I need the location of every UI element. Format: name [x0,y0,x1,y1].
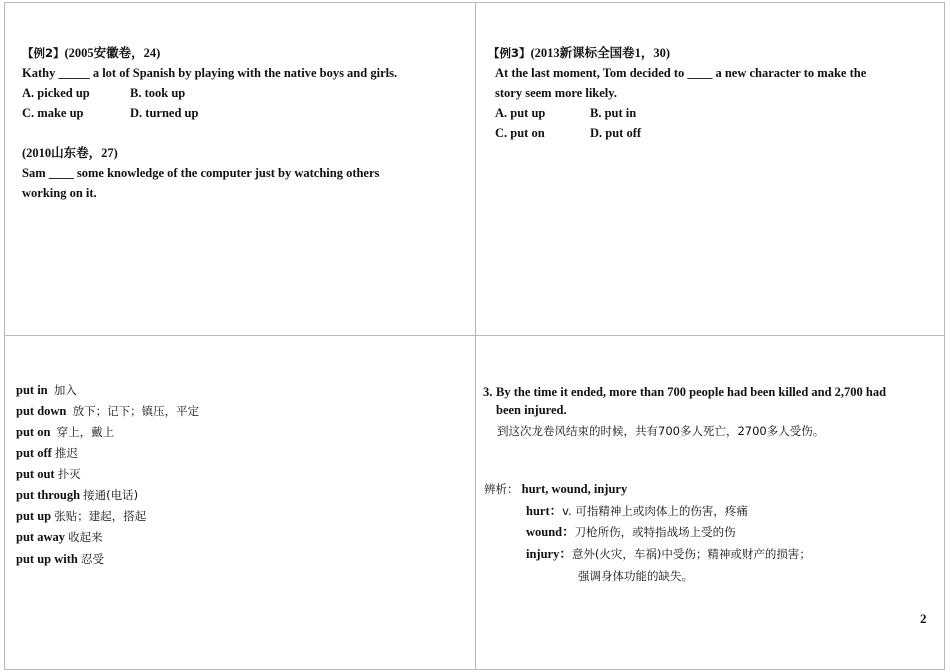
phrase-en: put out [16,467,55,481]
phrase-item [16,424,114,440]
phrase-item [16,466,81,482]
example-2-option-d: D. turned up [130,106,199,120]
phrase-cn: 加入 [53,383,77,397]
phrase-item [16,382,77,398]
example-3-question-line2: story seem more likely. [495,86,617,100]
phrase-item [16,487,138,503]
example-3-bracket: 【例3】 [488,46,531,60]
phrase-en: put away [16,530,65,544]
phrase-en: put in [16,383,48,397]
phrase-cn: 放下；记下；镇压，平定 [72,404,200,418]
phrase-item [16,508,146,524]
definition-injury-continued: 强调身体功能的缺失。 [578,569,693,583]
example-3-source: (2013新课标全国卷1，30) [530,46,671,60]
term-wound: wound： [526,525,575,539]
definition-injury-text: 意外(火灾，车祸)中受伤；精神或财产的损害； [571,547,811,561]
analysis-label: 辨析： [484,482,519,496]
phrase-item [16,529,103,545]
phrase-cn: 忍受 [80,552,104,566]
phrase-cn: 穿上，戴上 [56,425,115,439]
example-2-option-b: B. took up [130,86,186,100]
sentence-translation: 到这次龙卷风结束的时候，共有700多人死亡，2700多人受伤。 [497,424,825,438]
term-hurt: hurt： [526,504,563,518]
example-2-bracket: 【例2】 [22,46,65,60]
term-injury: injury： [526,547,572,561]
sentence-line2: been injured. [496,403,567,417]
example-3-option-d: D. put off [590,126,642,140]
shandong-question-line1: Sam ____ some knowledge of the computer just by watching others [22,166,380,180]
example-2-question: Kathy _____ a lot of Spanish by playing with the native boys and girls. [22,66,398,80]
definition-wound [526,524,736,540]
phrase-en: put down [16,404,67,418]
example-2-option-c: C. make up [22,106,84,120]
example-3-question-line1: At the last moment, Tom decided to ____ a new character to make the [495,66,867,80]
phrase-en: put up [16,509,52,523]
example-2-option-a: A. picked up [22,86,90,100]
phrase-en: put on [16,425,51,439]
phrase-cn: 收起来 [68,530,103,544]
divider-horizontal [4,335,945,336]
divider-vertical [475,2,476,670]
phrase-cn: 张贴；建起，搭起 [54,509,147,523]
example-3-option-b: B. put in [590,106,637,120]
phrase-en: put off [16,446,52,460]
example-2-header [22,45,160,61]
example-2-source: (2005安徽卷，24) [64,46,161,60]
phrase-item [16,551,104,567]
page-number: 2 [920,611,927,626]
example-3-option-a: A. put up [495,106,546,120]
phrase-en: put through [16,488,81,502]
phrase-cn: 接通(电话) [83,488,139,502]
definition-wound-text: 刀枪所伤，或特指战场上受的伤 [574,525,736,539]
analysis-words: hurt, wound, injury [521,482,628,496]
analysis-heading [484,481,627,497]
phrase-cn: 推迟 [54,446,78,460]
definition-hurt [526,503,748,519]
phrase-cn: 扑灭 [57,467,81,481]
sentence-line1: By the time it ended, more than 700 people had been killed and 2,700 had [496,385,887,399]
page-border-right [944,2,945,670]
example-3-header [488,45,670,61]
phrase-en: put up with [16,552,78,566]
phrase-item [16,445,78,461]
example-3-option-c: C. put on [495,126,545,140]
shandong-source: (2010山东卷，27) [22,146,118,160]
page-border-left [4,2,5,670]
shandong-question-line2: working on it. [22,186,97,200]
item-number: 3. [483,385,493,399]
definition-hurt-text: v. 可指精神上或肉体上的伤害，疼痛 [562,504,748,518]
definition-injury [526,546,811,562]
phrase-item [16,403,199,419]
